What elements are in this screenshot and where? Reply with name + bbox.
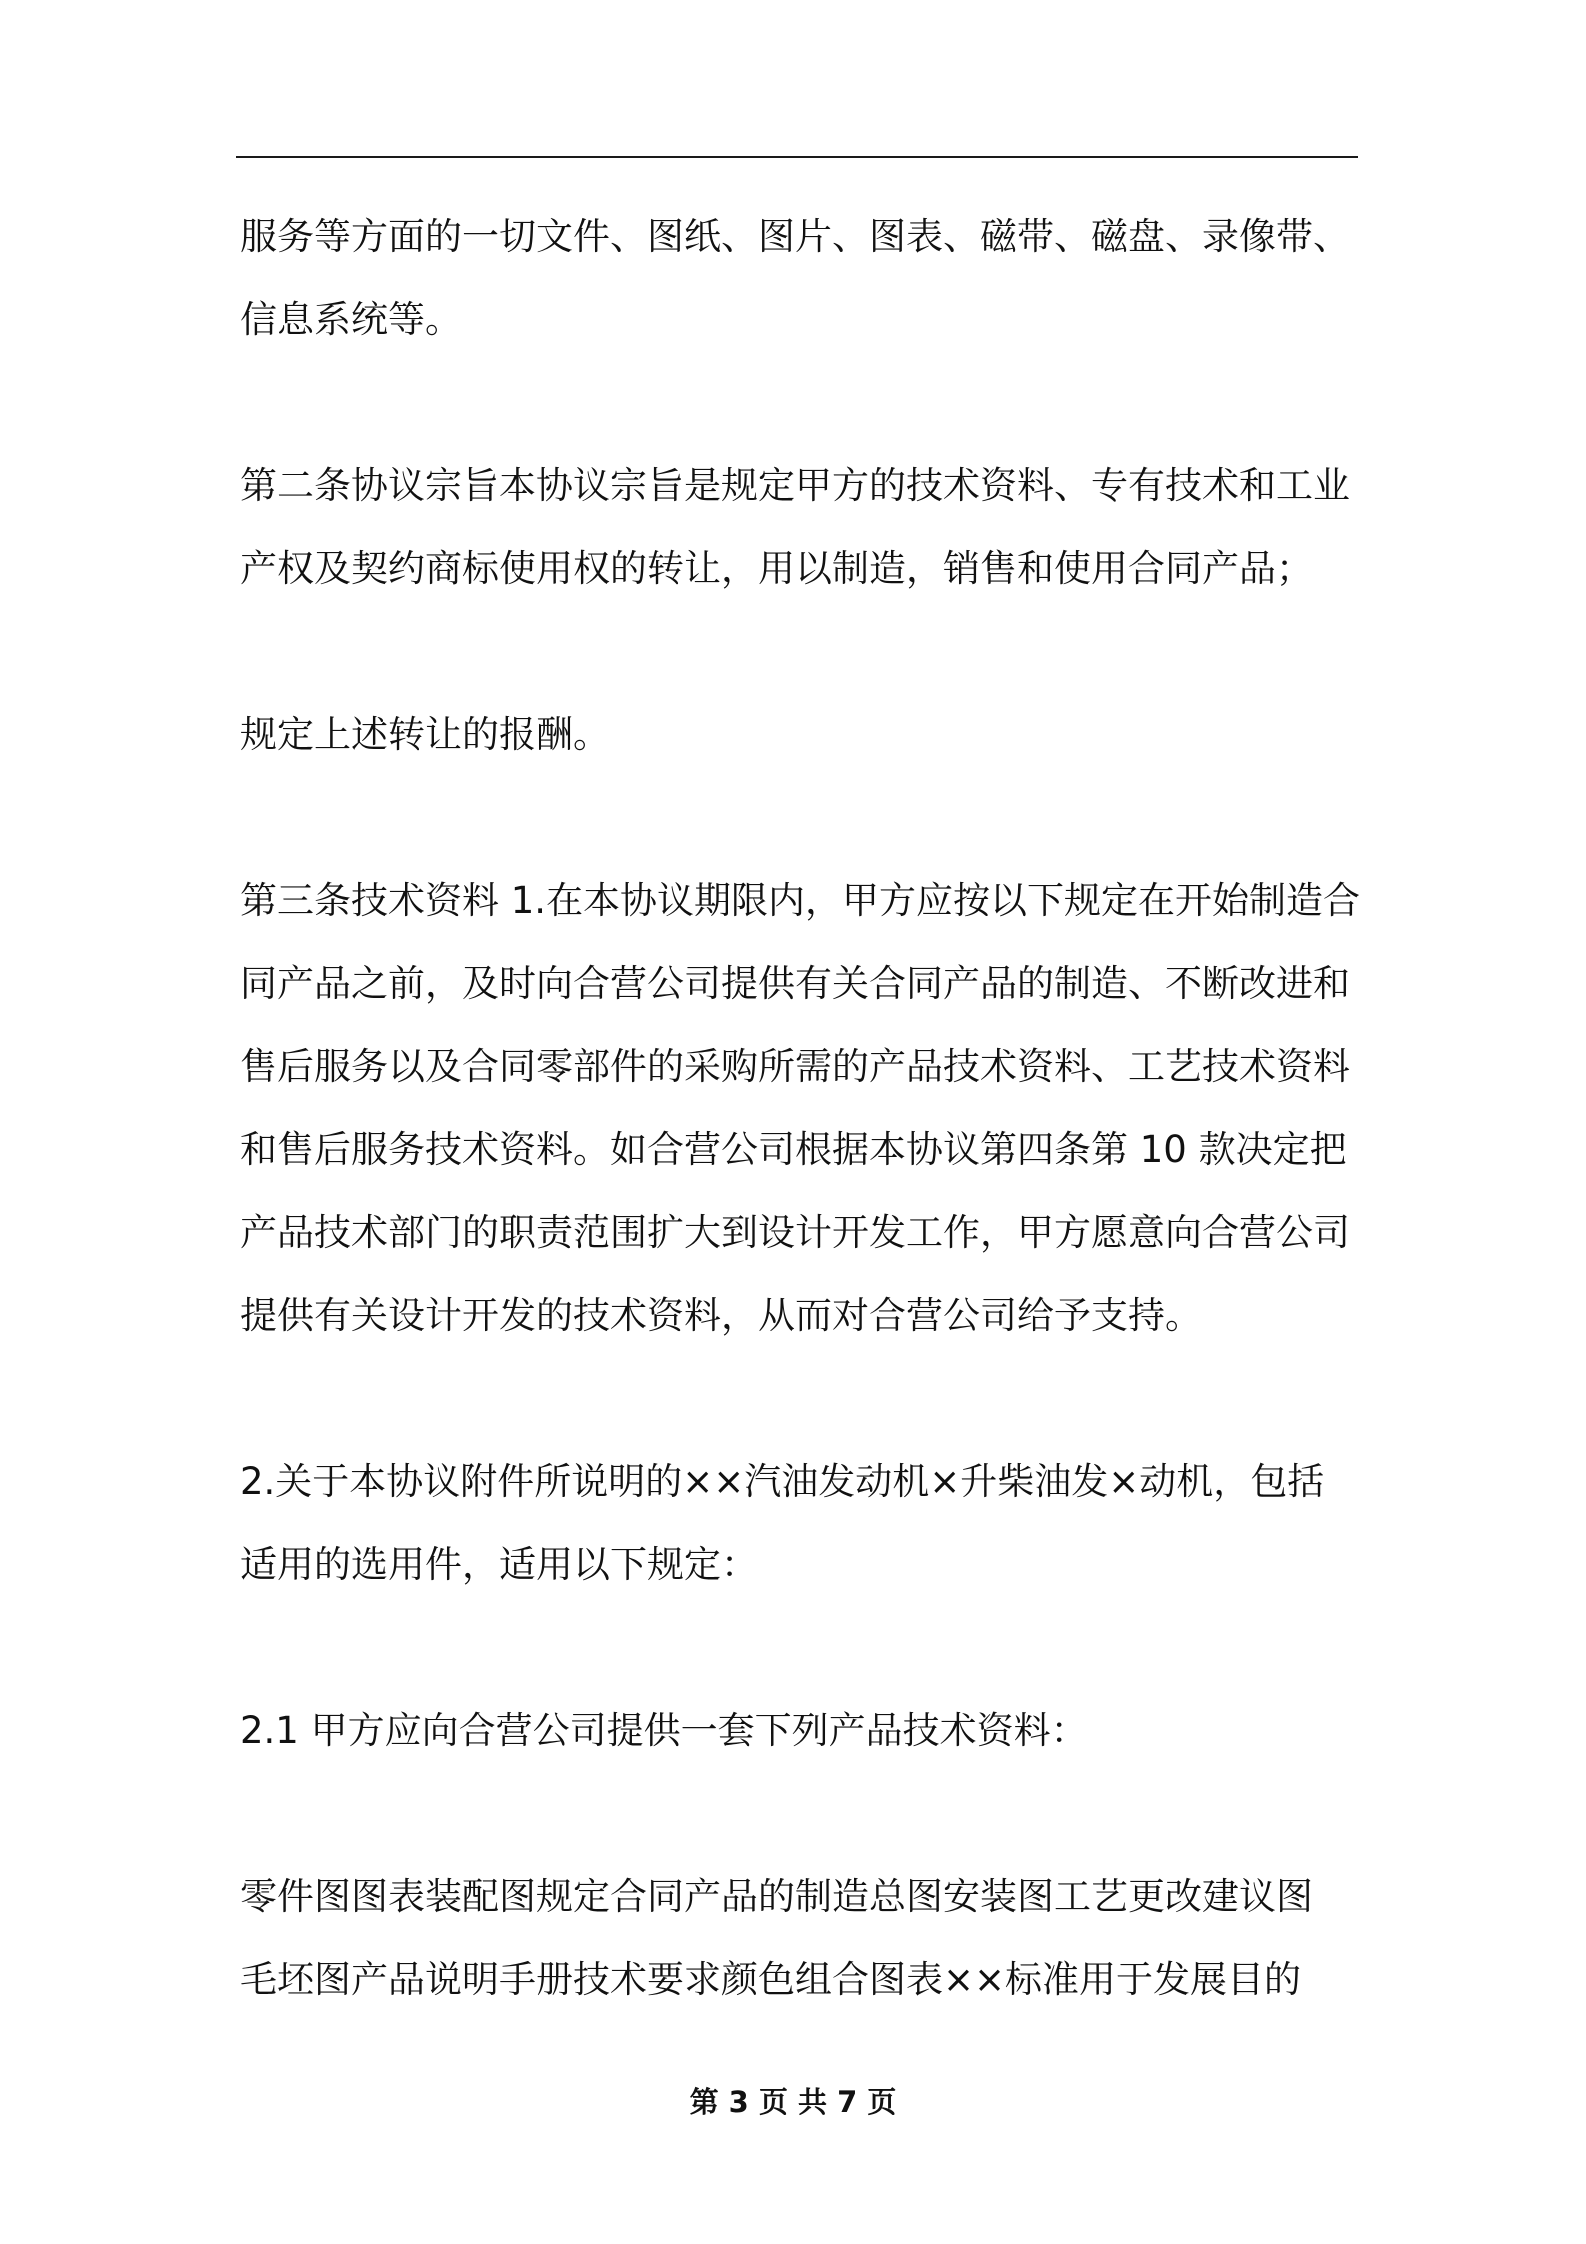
paragraph-5 (240, 1440, 1360, 1606)
text-line: 同产品之前，及时向合营公司提供有关合同产品的制造、不断改进和 (240, 962, 1350, 1005)
page-number: 第 3 页 共 7 页 (689, 2085, 897, 2119)
text-line: 毛坯图产品说明手册技术要求颜色组合图表××标准用于发展目的 (240, 1958, 1302, 2001)
text-line: 零件图图表装配图规定合同产品的制造总图安装图工艺更改建议图 (240, 1875, 1313, 1918)
header-rule (236, 156, 1358, 158)
text-line: 第三条技术资料 1.在本协议期限内，甲方应按以下规定在开始制造合 (240, 879, 1361, 922)
text-line: 提供有关设计开发的技术资料，从而对合营公司给予支持。 (240, 1294, 1202, 1337)
text-line: 2.1 甲方应向合营公司提供一套下列产品技术资料： (240, 1709, 1088, 1752)
text-line: 2.关于本协议附件所说明的××汽油发动机×升柴油发×动机，包括 (240, 1460, 1325, 1503)
text-line: 规定上述转让的报酬。 (240, 713, 610, 756)
text-line: 产权及契约商标使用权的转让，用以制造，销售和使用合同产品； (240, 547, 1313, 590)
paragraph-7 (240, 1855, 1360, 2021)
paragraph-3 (240, 693, 1360, 776)
paragraph-4 (240, 859, 1360, 1357)
text-line: 售后服务以及合同零部件的采购所需的产品技术资料、工艺技术资料 (240, 1045, 1350, 1088)
paragraph-6 (240, 1689, 1360, 1772)
paragraph-1 (240, 195, 1360, 361)
text-line: 产品技术部门的职责范围扩大到设计开发工作，甲方愿意向合营公司 (240, 1211, 1350, 1254)
text-line: 服务等方面的一切文件、图纸、图片、图表、磁带、磁盘、录像带、 (240, 215, 1350, 258)
paragraph-2 (240, 444, 1360, 610)
text-line: 适用的选用件，适用以下规定： (240, 1543, 758, 1586)
document-body (240, 195, 1360, 2021)
text-line: 第二条协议宗旨本协议宗旨是规定甲方的技术资料、专有技术和工业 (240, 464, 1350, 507)
text-line: 和售后服务技术资料。如合营公司根据本协议第四条第 10 款决定把 (240, 1128, 1347, 1171)
text-line: 信息系统等。 (240, 298, 462, 341)
